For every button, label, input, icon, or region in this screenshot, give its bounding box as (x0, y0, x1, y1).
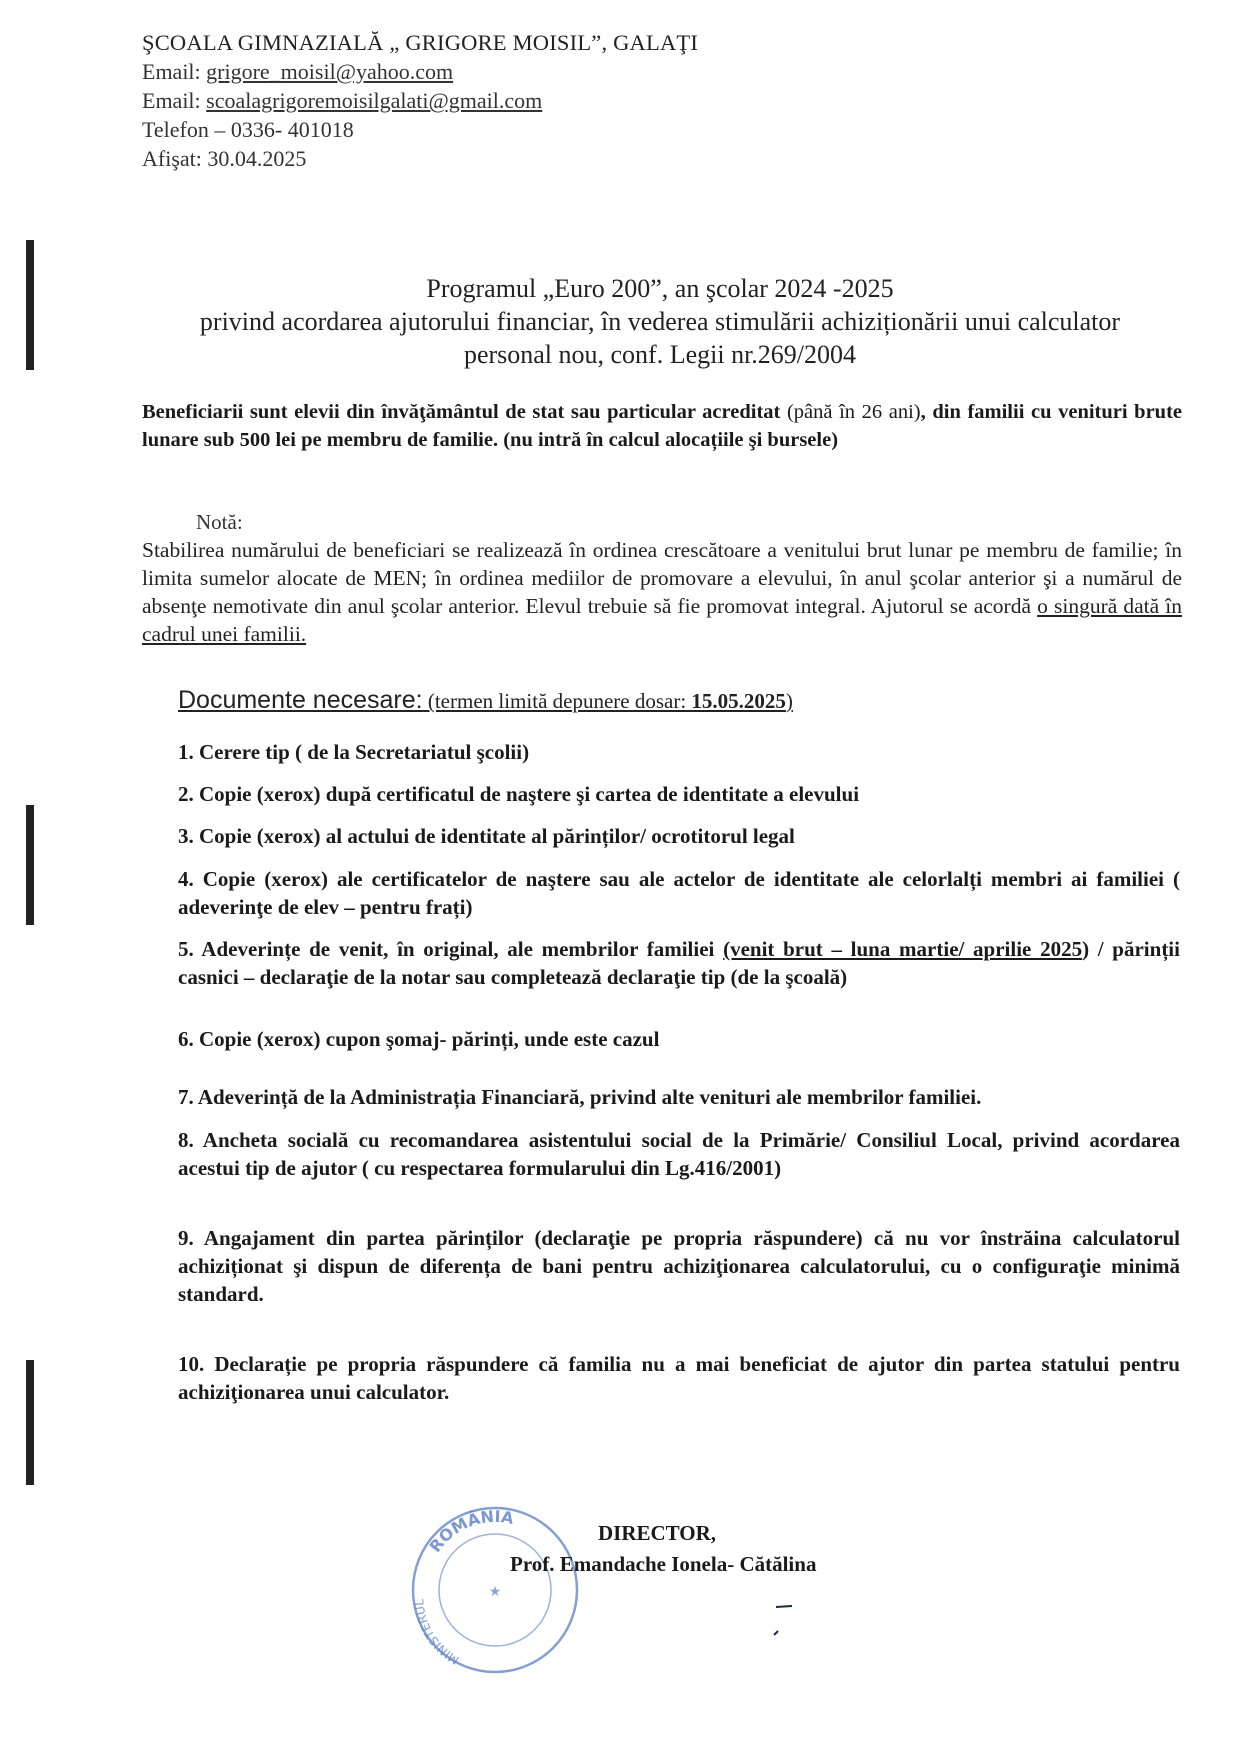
list-item: 3. Copie (xerox) al actului de identitate al părinților/ ocrotitorul legal (178, 824, 795, 848)
document-title (130, 272, 1190, 371)
signature-role: DIRECTOR, (598, 1521, 717, 1545)
list-item: 9. Angajament din partea părinților (declaraţie pe propria răspundere) că nu vor înstrăina calculatorul achiziționat şi dispun de diferența de bani pentru achiziţionarea calculatorului, cu o configuraţie minimă standard. (178, 1226, 1180, 1306)
list-item: 1. Cerere tip ( de la Secretariatul şcolii) (178, 740, 530, 764)
stamp-text-top: ROMÂNIA (425, 1506, 516, 1556)
title-line-2: privind acordarea ajutorului financiar, în vederea stimulării achiziționării unui calculator (199, 307, 1121, 336)
list-item: 8. Ancheta socială cu recomandarea asistentului social de la Primărie/ Consiliul Local, privind acordarea acestui tip de ajutor ( cu respectarea formularului din Lg.416/2001) (178, 1128, 1180, 1180)
handwritten-signature-mark (770, 1585, 800, 1645)
note-label: Notă: (196, 510, 243, 534)
official-stamp (405, 1490, 585, 1690)
note-paragraph: Stabilirea numărului de beneficiari se realizează în ordinea crescătoare a venitului brut lunar pe membru de familie; în limita sumelor alocate de MEN; în ordinea mediilor de promovare a elevului, în anul şcolar anterior şi a numărul de absenţe nemotivate din anul şcolar anterior. Elevul trebuie să fie promovat integral. Ajutorul se acordă o singură dată în cadrul unei familii. (142, 538, 1183, 646)
list-item: 2. Copie (xerox) după certificatul de naştere şi cartea de identitate a elevului (178, 782, 860, 806)
email-link-2[interactable]: scoalagrigoremoisilgalati@gmail.com (206, 88, 543, 113)
beneficiaries-paragraph: Beneficiarii sunt elevii din învăţământul de stat sau particular acreditat (până în 26 ani), din familii cu venituri brute lunare sub 500 lei pe membru de familie. (nu intră în calcul alocațiile şi bursele) (142, 401, 1182, 451)
scan-edge-mark (26, 1360, 34, 1485)
phone: Telefon – 0336- 401018 (142, 117, 354, 142)
stamp-star-icon: ★ (488, 1584, 502, 1600)
scan-edge-mark (26, 240, 34, 370)
list-item: 7. Adeverință de la Administrația Financiară, privind alte venituri ale membrilor familiei. (178, 1085, 982, 1109)
list-item: 10. Declarație pe propria răspundere că familia nu a mai beneficiat de ajutor din partea statului pentru achiziţionarea unui calculator. (178, 1352, 1180, 1404)
email-line-1: Email: grigore_moisil@yahoo.com (142, 59, 454, 84)
list-item: 5. Adeverințe de venit, în original, ale membrilor familiei (venit brut – luna martie/ aprilie 2025) / părinții casnici – declaraţie de la notar sau completează declaraţie tip (de la şcoală) (178, 937, 1180, 989)
school-header (142, 28, 698, 173)
documents-heading: Documente necesare: (termen limită depunere dosar: 15.05.2025) (178, 686, 793, 714)
title-line-3: personal nou, conf. Legii nr.269/2004 (463, 340, 857, 369)
email-link-1[interactable]: grigore_moisil@yahoo.com (206, 59, 454, 84)
school-name: ŞCOALA GIMNAZIALĂ „ GRIGORE MOISIL”, GALAŢI (142, 30, 699, 55)
email-line-2: Email: scoalagrigoremoisilgalati@gmail.com (142, 88, 543, 113)
list-item: 4. Copie (xerox) ale certificatelor de naştere sau ale actelor de identitate ale celorlalți membri ai familiei ( adeverinţe de elev – pentru frați) (178, 867, 1180, 919)
stamp-text-side: MINISTERUL (412, 1598, 462, 1668)
list-item: 6. Copie (xerox) cupon şomaj- părinți, unde este cazul (178, 1027, 660, 1051)
title-line-1: Programul „Euro 200”, an şcolar 2024 -2025 (426, 274, 894, 303)
scan-edge-mark (26, 805, 34, 925)
posted-date: Afişat: 30.04.2025 (142, 146, 307, 171)
signature-name: Prof. Emandache Ionela- Cătălina (510, 1552, 817, 1576)
